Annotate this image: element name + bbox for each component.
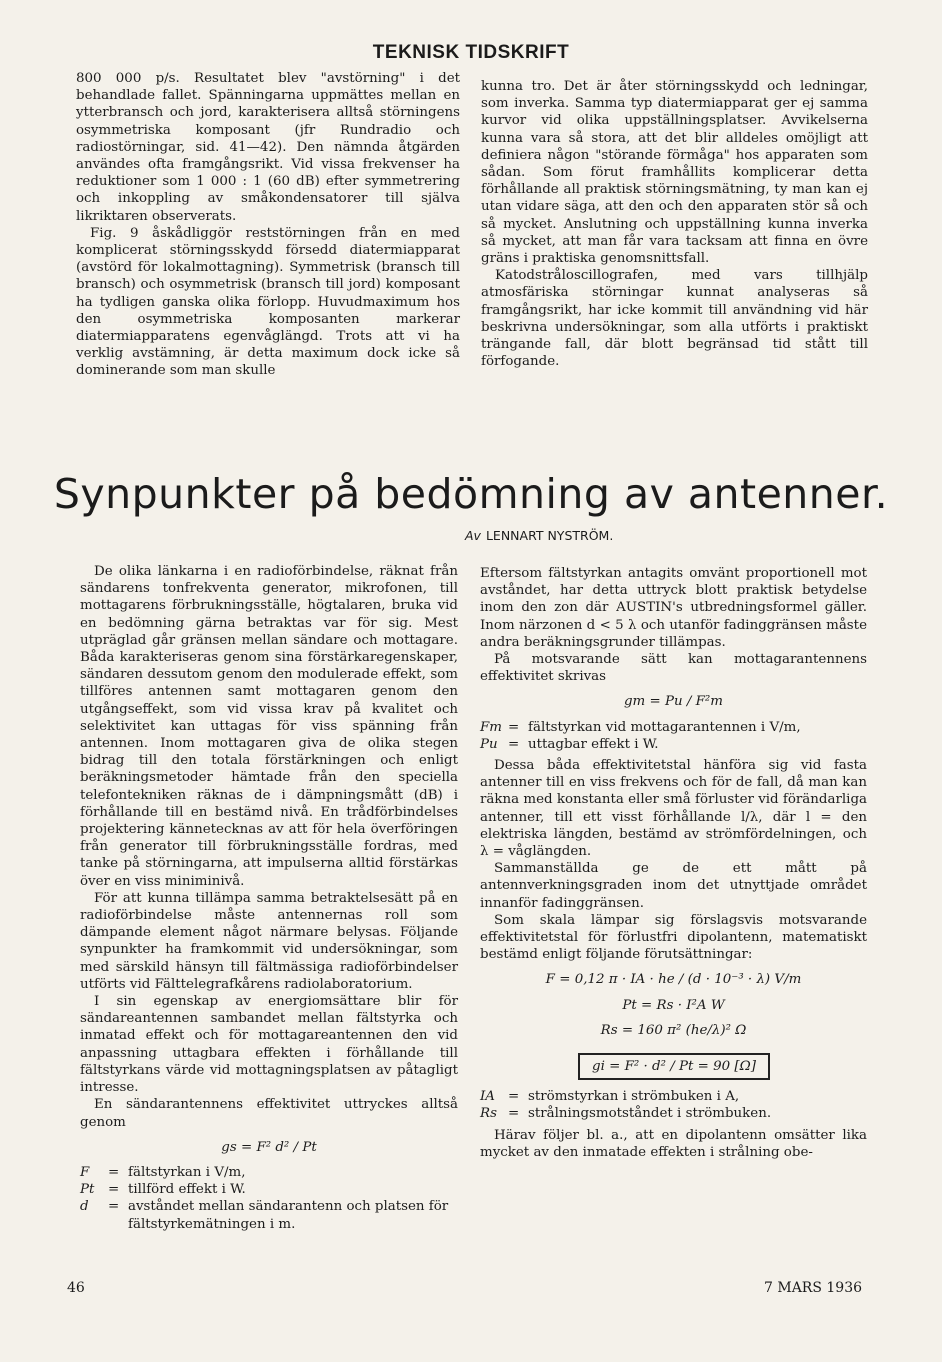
paragraph: Dessa båda effektivitetstal hänföra sig vid fasta antenner till en viss frekvens och för de fall, då man kan räkna med konstanta eller små förluster vid förändarliga antenner, till ett visst förhållande l/λ, där l = den elektriska längden, bestämd av strömfördelningen, och λ = våglängden. bbox=[480, 758, 867, 860]
paragraph: 800 000 p/s. Resultatet blev "avstörning" i det behandlade fallet. Spänningarna uppmättes mellan en ytterbransch och jord, karakterisera alltså störningens osymmetriska komposant (jfr Rundradio och radiostörningar, sid. 41—42). Den nämnda åtgärden användes ofta framgångsrikt. Vid vissa frekvenser ha reduktioner som 1 000 : 1 (60 dB) efter symmetrering och inkoppling av småkondensatorer till själva likriktaren observerats. bbox=[76, 71, 460, 224]
definition-item: Pt = tillförd effekt i W. bbox=[80, 1182, 246, 1198]
article-right-column bbox=[480, 565, 867, 1161]
paragraph: Katodstråloscillografen, med vars tillhjälp atmosfäriska störningar kunnat analyseras så framgångsrikt, har icke kommit till användning vid här beskrivna undersökningar, som alla utförts i praktiskt trängande fall, där blott begränsad tid stått till förfogande. bbox=[481, 268, 868, 370]
author-name: LENNART NYSTRÖM. bbox=[485, 528, 614, 543]
definition-item: F = fältstyrkan i V/m, bbox=[80, 1164, 246, 1180]
paragraph: En sändarantennens effektivitet uttryckes alltså genom bbox=[80, 1097, 458, 1130]
paragraph: Härav följer bl. a., att en dipolantenn omsätter lika mycket av den inmatade effekten i strålning obe- bbox=[480, 1127, 867, 1160]
formula-receiver-efficiency: gm = Pu / F²m bbox=[623, 694, 724, 710]
paragraph: Eftersom fältstyrkan antagits omvänt proportionell mot avståndet, har detta uttryck blott praktisk betydelse inom den zon där AUSTIN's utbredningsformel gäller. Inom närzonen d < 5 λ och utanför fadinggränsen måste andra beräkningsgrunder tillämpas. bbox=[480, 566, 867, 650]
paragraph: I sin egenskap av energiomsättare blir för sändareantennen sambandet mellan fältstyrka och inmatad effekt och för mottagareantennen den vid anpassning uttagbara effekten i förhållande till fältstyrkans värde vid mottagningsplatsen av påtagligt intresse. bbox=[80, 994, 458, 1096]
paragraph: De olika länkarna i en radioförbindelse, räknat från sändarens tonfrekventa generator, mikrofonen, till mottagarens förbrukningsställe, högtalaren, bruka vid en bedömning gärna betraktas var för sig. Mest utpräglad går gränsen mellan sändare och mottagare. Båda karakteriseras genom sina förstärkaregenskaper, sändaren dessutom genom den modulerade effekt, som tillföres antennen samt mottagaren genom den utgångseffekt, som vid vissa krav på kvalitet och selektivitet kan uttagas för viss spänning från antennen. Inom mottagaren giva de olika stegen bidrag till den totala förstärkningen och enligt beräkningsmetoder hämtade från den speciella telefontekniken räknas de i dämpningsmått (dB) i förhållande till en bestämd nivå. En trådförbindelses projektering kännetecknas av att för hela överföringen från generator till förbrukningsställe fordras, med tanke på störningarna, att impulserna alltid förstärkas över en viss miniminivå. bbox=[80, 564, 458, 889]
definition-item: Pu = uttagbar effekt i W. bbox=[480, 736, 659, 752]
formula-sender-efficiency: gs = F² d² / Pt bbox=[221, 1139, 317, 1155]
issue-date: 7 MARS 1936 bbox=[764, 1280, 863, 1296]
definition-item: d = avståndet mellan sändarantenn och platsen för fältstyrkemätningen i m. bbox=[80, 1199, 449, 1232]
definition-item: Fm = fältstyrkan vid mottagarantennen i V/m, bbox=[480, 719, 801, 735]
definition-list bbox=[80, 1164, 458, 1233]
paragraph: kunna tro. Det är åter störningsskydd och ledningar, som inverka. Samma typ diatermiapparat ger ej samma kurvor vid olika uppställningsplatser. Avvikelserna kunna vara så stora, att det blir alldeles omöjligt att definiera någon "störande förmåga" hos apparaten som sådan. Som förut framhållits komplicerar detta förhållande all praktisk störningsmätning, ty man kan ej utan vidare säga, att den och den apparaten stör så och så mycket. Anslutning och uppställning kunna inverka så mycket, att man får vara tacksam att finna en övre gräns i praktiska genomsnittsfall. bbox=[481, 79, 868, 267]
paragraph: För att kunna tillämpa samma betraktelsesätt på en radioförbindelse måste antennernas roll som dämpande element något närmare belysas. Följande synpunkter ha framkommit vid undersökningar, som med särskild hänsyn till fältmässiga radioförbindelser utförts vid Fälttelegrafkårens radiolaboratorium. bbox=[80, 890, 458, 992]
page-number: 46 bbox=[67, 1280, 85, 1296]
definition-list bbox=[480, 1088, 867, 1122]
journal-masthead: TEKNISK TIDSKRIFT bbox=[372, 42, 570, 63]
definition-item: Rs = strålningsmotståndet i strömbuken. bbox=[480, 1106, 772, 1122]
article-title: Synpunkter på bedömning av antenner. bbox=[53, 470, 889, 518]
boxed-result-formula: gi = F² · d² / Pt = 90 [Ω] bbox=[578, 1053, 770, 1080]
article-byline bbox=[465, 528, 613, 543]
paragraph: Som skala lämpar sig förslagsvis motsvarande effektivitetstal för förlustfri dipolantenn, matematiskt bestämd enligt följande förutsättningar: bbox=[480, 912, 867, 963]
paragraph: Fig. 9 åskådliggör reststörningen från en med komplicerat störningsskydd försedd diatermiapparat (avstörd för lokalmottagning). Symmetrisk (bransch till bransch) och osymmetrisk (bransch till jord) komposant ha tydligen ganska olika förlopp. Huvudmaximum hos den osymmetriska komposanten markerar diatermiapparatens egenvåglängd. Trots att vi ha verklig avstämning, är detta maximum dock icke så dominerande som man skulle bbox=[76, 225, 460, 379]
continued-text-left-column bbox=[76, 70, 460, 380]
paragraph: Sammanställda ge de ett mått på antennverkningsgraden inom det utnyttjade området innanför fadinggränsen. bbox=[480, 861, 867, 911]
formula-radiation-resistance: Rs = 160 π² (he/λ)² Ω bbox=[600, 1022, 747, 1038]
formula-power: Pt = Rs · I²A W bbox=[622, 997, 725, 1013]
byline-prefix: Av bbox=[465, 528, 481, 543]
paragraph: På motsvarande sätt kan mottagarantennens effektivitet skrivas bbox=[480, 652, 867, 685]
formula-field-strength: F = 0,12 π · IA · he / (d · 10⁻³ · λ) V/m bbox=[545, 972, 802, 988]
article-left-column bbox=[80, 563, 458, 1237]
definition-list bbox=[480, 719, 867, 753]
continued-text-right-column bbox=[481, 78, 868, 370]
definition-item: IA = strömstyrkan i strömbuken i A, bbox=[480, 1089, 740, 1105]
